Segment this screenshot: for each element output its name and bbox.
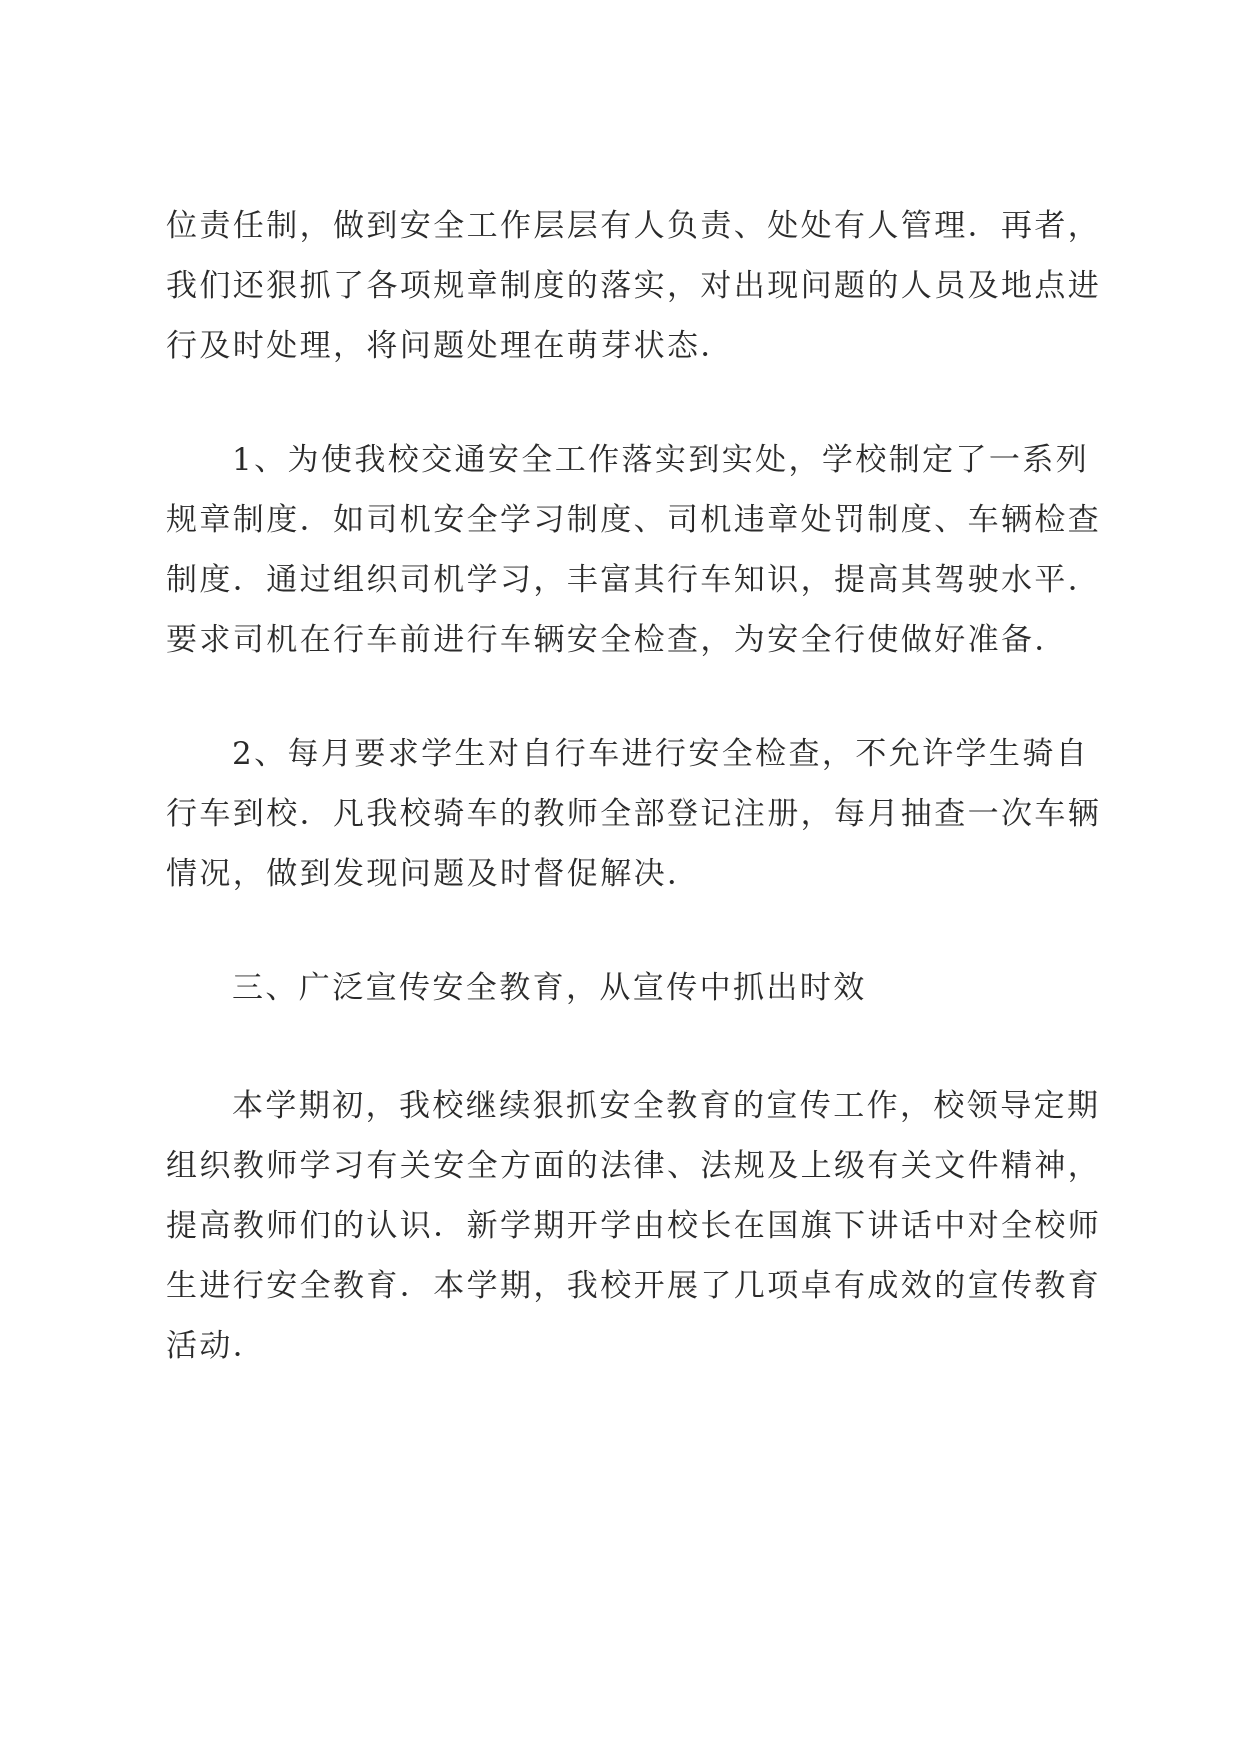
text-line: 本学期初，我校继续狠抓安全教育的宣传工作，校领导定期 <box>232 1088 1101 1124</box>
section-heading <box>166 958 1078 1018</box>
text-line: 位责任制，做到安全工作层层有人负责、处处有人管理．再者， <box>166 208 1102 244</box>
text-line: 制度．通过组织司机学习，丰富其行车知识，提高其驾驶水平． <box>166 562 1102 598</box>
text-line: 活动． <box>166 1328 267 1364</box>
text-line: 要求司机在行车前进行车辆安全检查，为安全行使做好准备． <box>166 622 1068 658</box>
text-line: 行及时处理，将问题处理在萌芽状态． <box>166 328 734 364</box>
paragraph-section-3-body <box>166 1076 1102 1376</box>
text-line: 情况，做到发现问题及时督促解决． <box>166 856 701 892</box>
text-line: 组织教师学习有关安全方面的法律、法规及上级有关文件精神， <box>166 1148 1102 1184</box>
paragraph-continuation <box>166 196 1102 376</box>
paragraph-item-2 <box>166 724 1102 904</box>
text-line: 规章制度．如司机安全学习制度、司机违章处罚制度、车辆检查 <box>166 502 1102 538</box>
text-line: 我们还狠抓了各项规章制度的落实，对出现问题的人员及地点进 <box>166 268 1102 304</box>
paragraph-item-1 <box>166 430 1102 670</box>
text-line: 提高教师们的认识．新学期开学由校长在国旗下讲话中对全校师 <box>166 1208 1102 1244</box>
text-line: 生进行安全教育．本学期，我校开展了几项卓有成效的宣传教育 <box>166 1268 1102 1304</box>
heading-line: 三、广泛宣传安全教育，从宣传中抓出时效 <box>232 970 867 1006</box>
text-line: 1、为使我校交通安全工作落实到实处，学校制定了一系列 <box>232 442 1090 478</box>
text-line: 2、每月要求学生对自行车进行安全检查，不允许学生骑自 <box>232 736 1090 772</box>
text-line: 行车到校．凡我校骑车的教师全部登记注册，每月抽查一次车辆 <box>166 796 1102 832</box>
